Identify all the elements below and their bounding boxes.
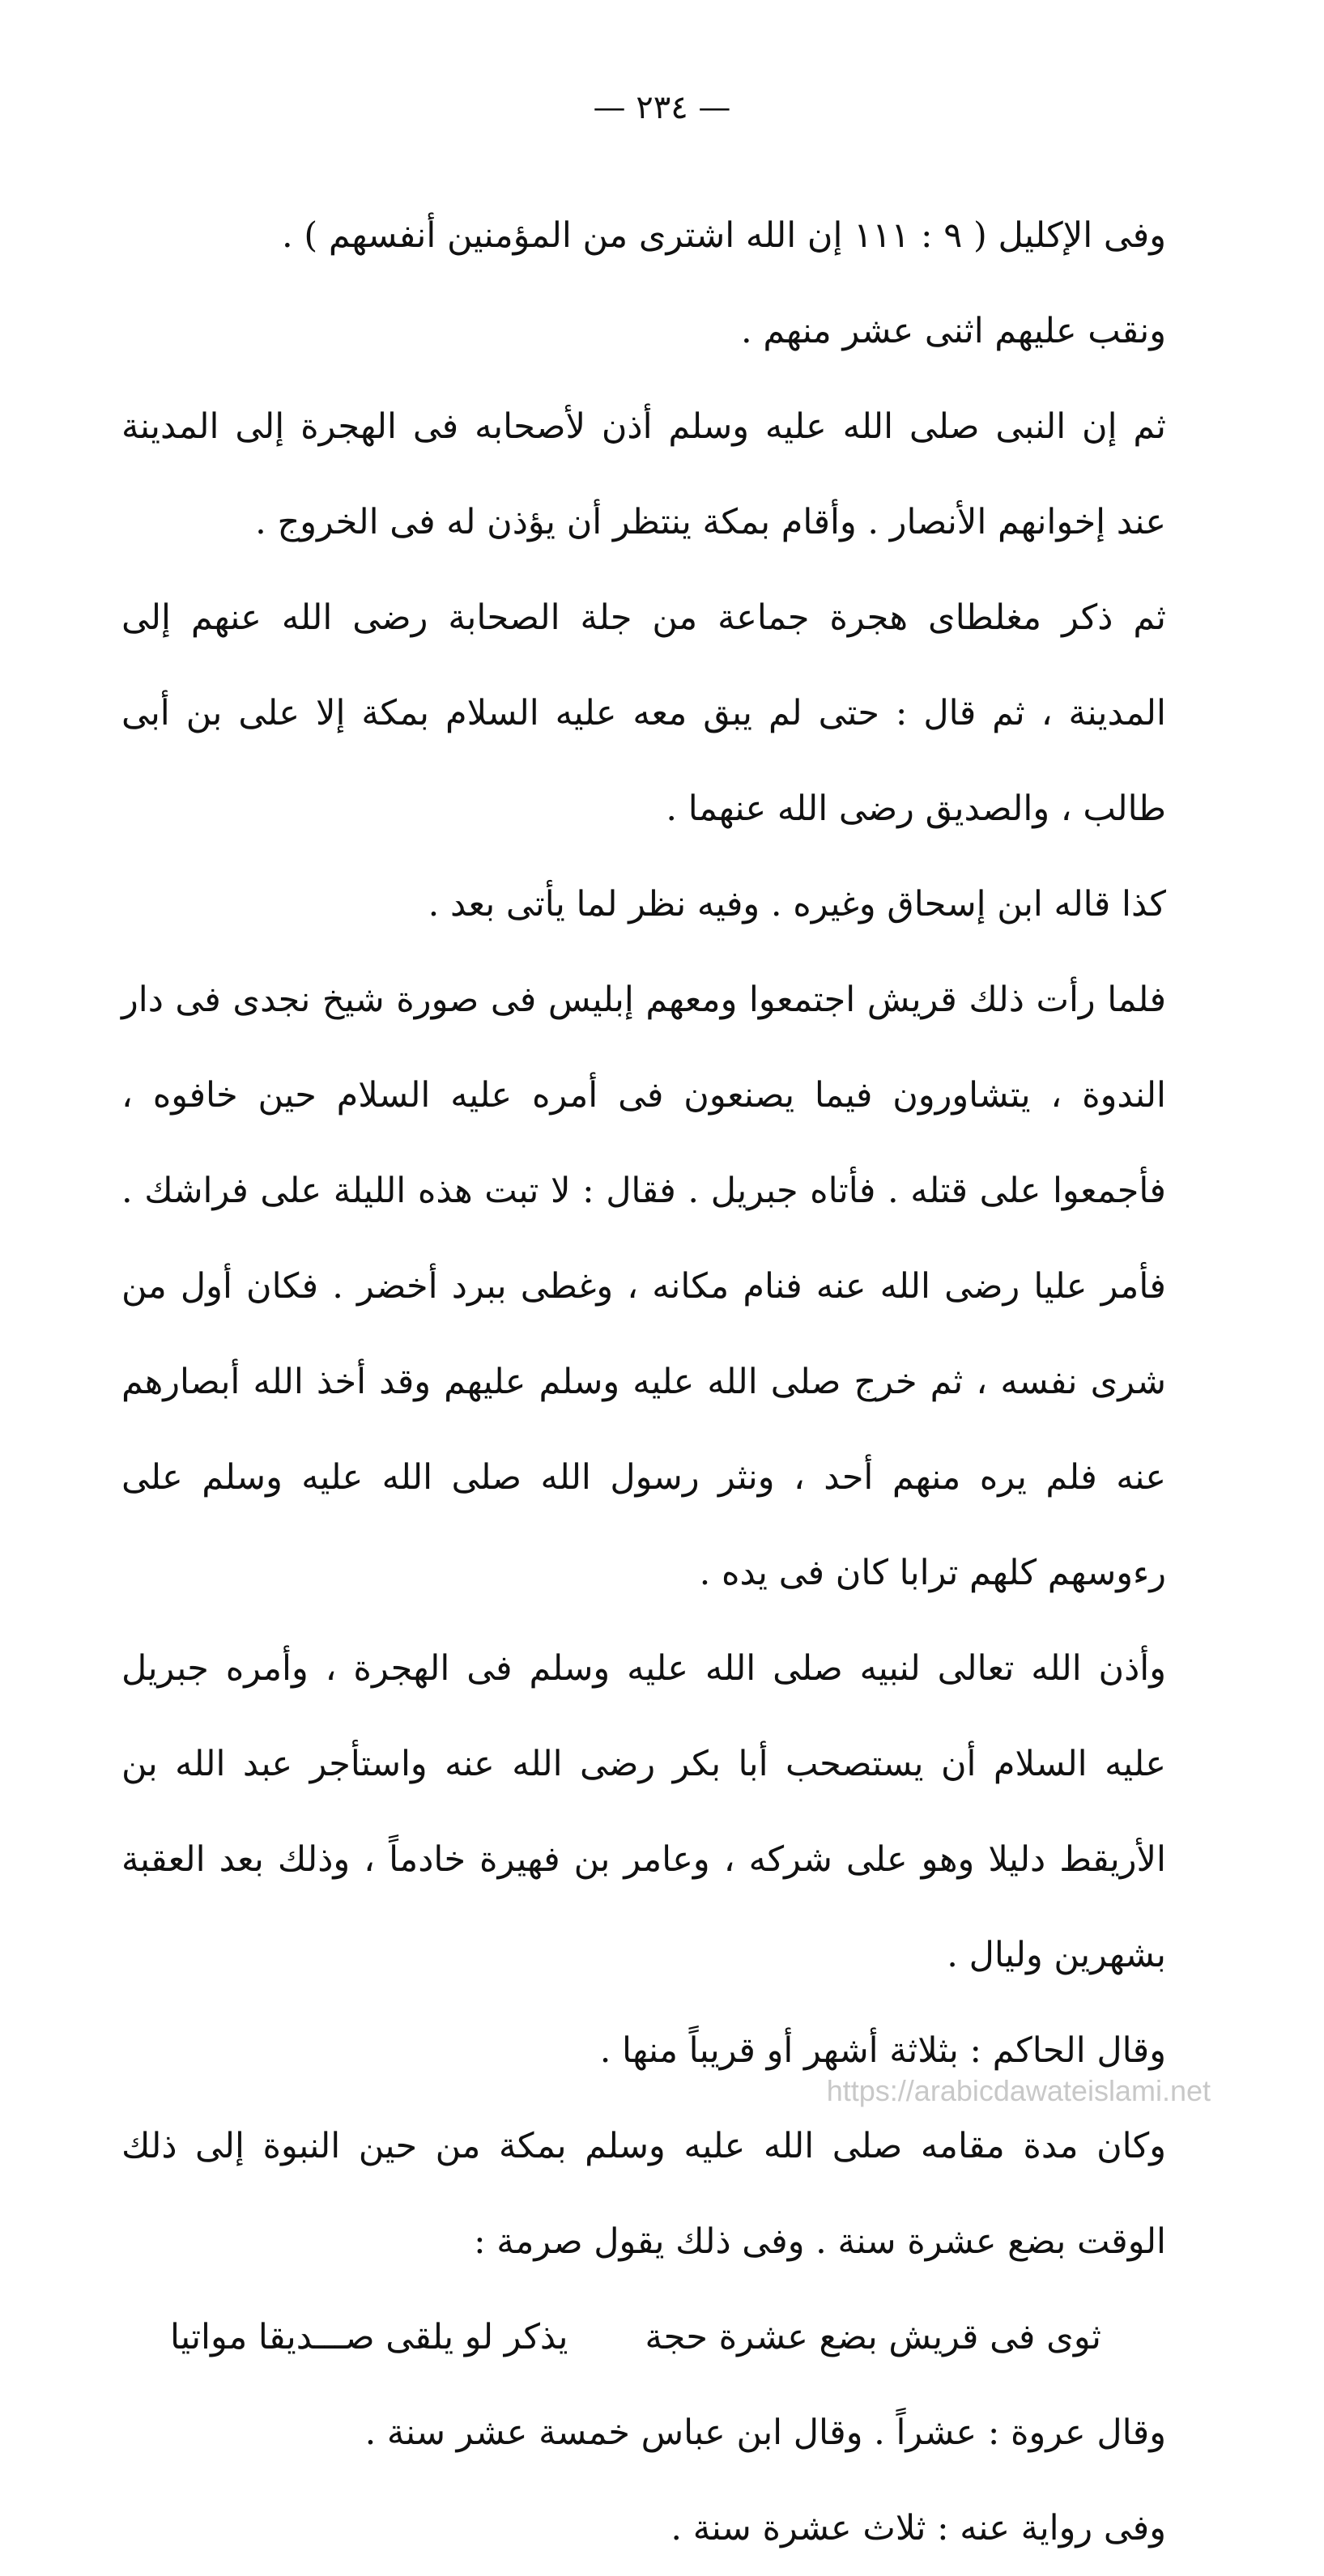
- paragraph-naqib: ونقب عليهم اثنى عشر منهم .: [741, 311, 1166, 351]
- paragraph-iklil: وفى الإكليل ( ٩ : ١١١ إن الله اشترى من المؤمنين أنفسهم ) .: [282, 215, 1166, 256]
- paragraph-urwa: وقال عروة : عشراً . وقال ابن عباس خمسة عشر سنة .: [364, 2412, 1166, 2453]
- paragraph-hijra-permission: ثم إن النبى صلى الله عليه وسلم أذن لأصحابه فى الهجرة إلى المدينة عند إخوانهم الأنصار . وأقام بمكة ينتظر أن يؤذن له فى الخروج .: [121, 406, 1166, 542]
- text-body: [121, 188, 1166, 2576]
- poetry-verse: [121, 2289, 1101, 2385]
- paragraph-ibn-ishaq: كذا قاله ابن إسحاق وغيره . وفيه نظر لما يأتى بعد .: [428, 884, 1166, 925]
- paragraph-hakim: وقال الحاكم : بثلاثة أشهر أو قريباً منها .: [599, 2030, 1166, 2071]
- paragraph-riwaya: وفى رواية عنه : ثلاث عشرة سنة .: [671, 2508, 1166, 2548]
- verse-second-hemistich: يذكر لو يلقى صـــديقا مواتيا: [170, 2317, 568, 2357]
- paragraph-mughaltay: ثم ذكر مغلطاى هجرة جماعة من جلة الصحابة رضى الله عنهم إلى المدينة ، ثم قال : حتى لم يبق معه عليه السلام بمكة إلا على بن أبى طالب ، والصديق رضى الله عنهما .: [121, 597, 1166, 829]
- paragraph-makkah-duration: وكان مدة مقامه صلى الله عليه وسلم بمكة من حين النبوة إلى ذلك الوقت بضع عشرة سنة . وفى ذلك يقول صرمة :: [121, 2126, 1166, 2262]
- verse-first-hemistich: ثوى فى قريش بضع عشرة حجة: [645, 2317, 1101, 2357]
- source-watermark: https://arabicdawateislami.net: [826, 2074, 1211, 2107]
- paragraph-abu-bakr-companion: وأذن الله تعالى لنبيه صلى الله عليه وسلم فى الهجرة ، وأمره جبريل عليه السلام أن يستصحب أبا بكر رضى الله عنه واستأجر عبد الله بن الأريقط دليلا وهو على شركه ، وعامر بن فهيرة خادماً ، وذلك بعد العقبة بشهرين وليال .: [121, 1648, 1166, 1975]
- page-number: — ٢٣٤ —: [593, 89, 731, 126]
- paragraph-dar-al-nadwa: فلما رأت ذلك قريش اجتمعوا ومعهم إبليس فى صورة شيخ نجدى فى دار الندوة ، يتشاورون فيما يصنعون فى أمره عليه السلام حين خافوه ، فأجمعوا على قتله . فأتاه جبريل . فقال : لا تبت هذه الليلة على فراشك . فأمر عليا رضى الله عنه فنام مكانه ، وغطى ببرد أخضر . فكان أول من شرى نفسه ، ثم خرج صلى الله عليه وسلم عليهم وقد أخذ الله أبصارهم عنه فلم يره منهم أحد ، ونثر رسول الله صلى الله عليه وسلم على رءوسهم كلهم ترابا كان فى يده .: [121, 980, 1166, 1593]
